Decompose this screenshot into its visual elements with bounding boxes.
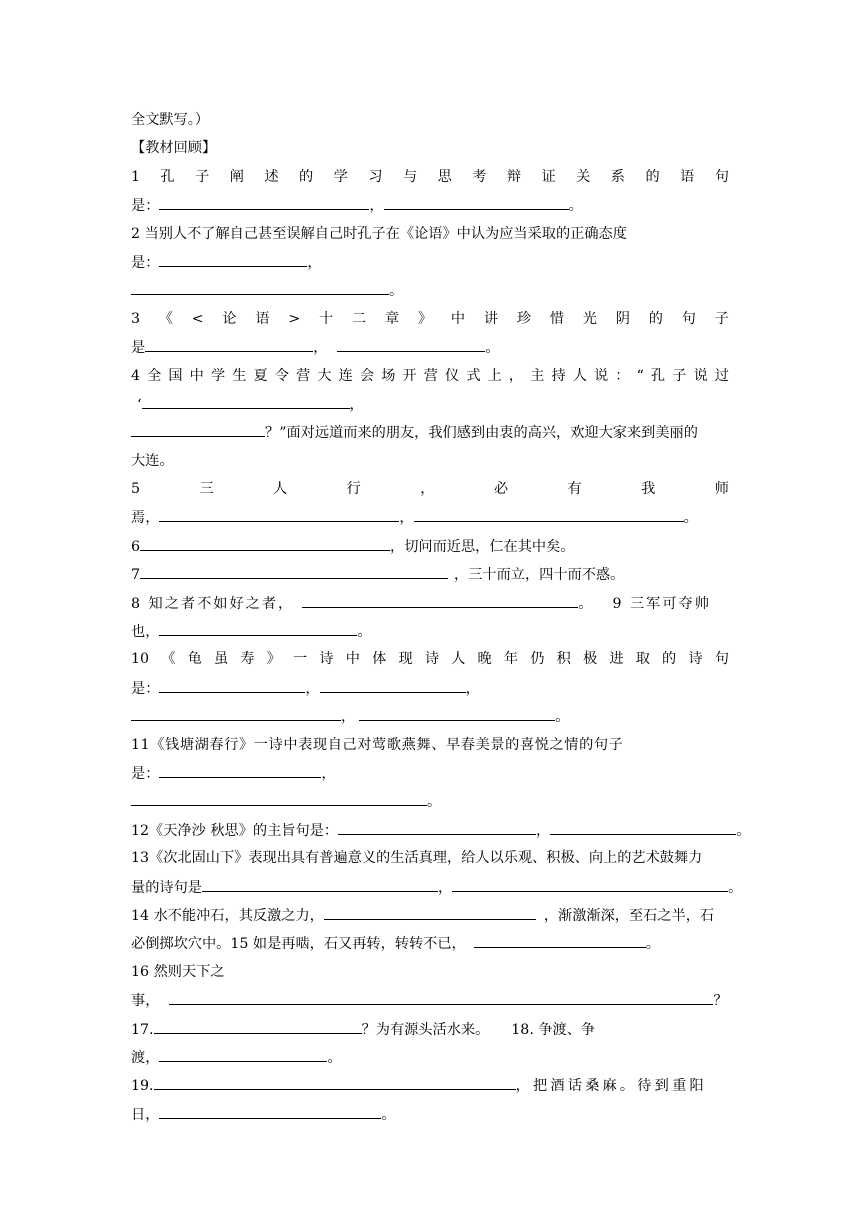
intro-line: 全文默写。） xyxy=(131,112,210,128)
q2-line1: 2 当别人不了解自己甚至误解自己时孔子在《论语》中认为应当采取的正确态度 xyxy=(131,225,627,242)
answer-blank[interactable] xyxy=(550,816,736,835)
answer-blank[interactable] xyxy=(159,191,369,210)
document-page xyxy=(131,106,751,1128)
section-title: 【教材回顾】 xyxy=(131,140,217,157)
answer-blank[interactable] xyxy=(145,333,313,352)
q3-line2: 是 ， 。 xyxy=(131,333,729,361)
answer-blank[interactable] xyxy=(140,560,448,579)
answer-blank[interactable] xyxy=(142,390,350,409)
q2-line3: 。 xyxy=(131,276,729,304)
q18-line2: 渡， 。 xyxy=(131,1043,729,1071)
answer-blank[interactable] xyxy=(159,248,307,267)
answer-blank[interactable] xyxy=(159,674,305,693)
q4-line4: 大连。 xyxy=(131,452,174,469)
q10-line1: 10 《 龟 虽 寿 》 一 诗 中 体 现 诗 人 晚 年 仍 积 极 进 取 的 诗 句 xyxy=(131,651,729,668)
answer-blank[interactable] xyxy=(154,1015,362,1034)
q19-line2: 日， 。 xyxy=(131,1100,729,1128)
q4-line3: ？”面对远道而来的朋友，我们感到由衷的高兴，欢迎大家来到美丽的 xyxy=(131,418,729,446)
q17-line: 17. ？为有源头活水来。 18. 争渡、争 xyxy=(131,1015,729,1043)
q15-line: 必倒掷坎穴中。15 如是再啮，石又再转，转转不已， 。 xyxy=(131,929,729,957)
q2-line2: 是： ， xyxy=(131,248,729,276)
answer-blank[interactable] xyxy=(452,873,728,892)
answer-blank[interactable] xyxy=(338,816,536,835)
answer-blank[interactable] xyxy=(324,901,536,920)
answer-blank[interactable] xyxy=(159,1100,381,1119)
q16-line1: 16 然则天下之 xyxy=(131,963,225,980)
q11-line2: 是： ， xyxy=(131,759,729,787)
q5-line1: 5 三 人 行 ， 必 有 我 师 xyxy=(131,481,729,498)
q1-line1: 1 孔 子 阐 述 的 学 习 与 思 考 辩 证 关 系 的 语 句 xyxy=(131,168,729,185)
q19-line1: 19. ，把酒话桑麻。待到重阳 xyxy=(131,1071,729,1099)
answer-blank[interactable] xyxy=(414,503,684,522)
answer-blank[interactable] xyxy=(131,276,389,295)
q6-line: 6 ，切问而近思，仁在其中矣。 xyxy=(131,532,729,560)
q12-line: 12《天净沙 秋思》的主旨句是： ， 。 xyxy=(131,816,729,844)
q10-line3: ， 。 xyxy=(131,702,729,730)
q13-line1: 13《次北固山下》表现出具有普遍意义的生活真理，给人以乐观、积极、向上的艺术鼓舞力 xyxy=(131,850,703,867)
answer-blank[interactable] xyxy=(131,418,265,437)
q8-line1: 8 知之者不如好之者， 。 9 三军可夺帅 xyxy=(131,589,729,617)
answer-blank[interactable] xyxy=(359,702,555,721)
answer-blank[interactable] xyxy=(131,787,427,806)
answer-blank[interactable] xyxy=(169,986,713,1005)
q10-line2: 是： ， ， xyxy=(131,674,729,702)
answer-blank[interactable] xyxy=(159,503,399,522)
q9-line2: 也， 。 xyxy=(131,617,729,645)
q16-line2: 事， ？ xyxy=(131,986,729,1014)
q1-line2: 是： ， 。 xyxy=(131,191,729,219)
q7-line: 7 ，三十而立，四十而不惑。 xyxy=(131,560,729,588)
answer-blank[interactable] xyxy=(474,929,646,948)
q4-line2: ‘ ， xyxy=(131,390,729,418)
answer-blank[interactable] xyxy=(159,759,321,778)
answer-blank[interactable] xyxy=(140,532,390,551)
q11-line3: 。 xyxy=(131,787,729,815)
q13-line2: 量的诗句是 ， 。 xyxy=(131,873,729,901)
answer-blank[interactable] xyxy=(154,1071,516,1090)
q5-line2: 焉， ， 。 xyxy=(131,503,729,531)
answer-blank[interactable] xyxy=(159,617,357,636)
answer-blank[interactable] xyxy=(159,1043,327,1062)
answer-blank[interactable] xyxy=(202,873,438,892)
q14-line1: 14 水不能冲石，其反激之力， ，渐激渐深，至石之半，石 xyxy=(131,901,729,929)
answer-blank[interactable] xyxy=(302,589,578,608)
answer-blank[interactable] xyxy=(384,191,569,210)
answer-blank[interactable] xyxy=(337,333,485,352)
q3-line1: 3 《 < 论 语 > 十 二 章 》 中 讲 珍 惜 光 阴 的 句 子 xyxy=(131,310,729,327)
q4-line1: 4 全 国 中 学 生 夏 令 营 大 连 会 场 开 营 仪 式 上 ， 主 持 人 说 ： “ 孔 子 说 过 xyxy=(131,367,729,384)
q11-line1: 11《钱塘湖春行》一诗中表现自己对莺歌燕舞、早春美景的喜悦之情的句子 xyxy=(131,736,624,753)
answer-blank[interactable] xyxy=(320,674,466,693)
answer-blank[interactable] xyxy=(131,702,341,721)
